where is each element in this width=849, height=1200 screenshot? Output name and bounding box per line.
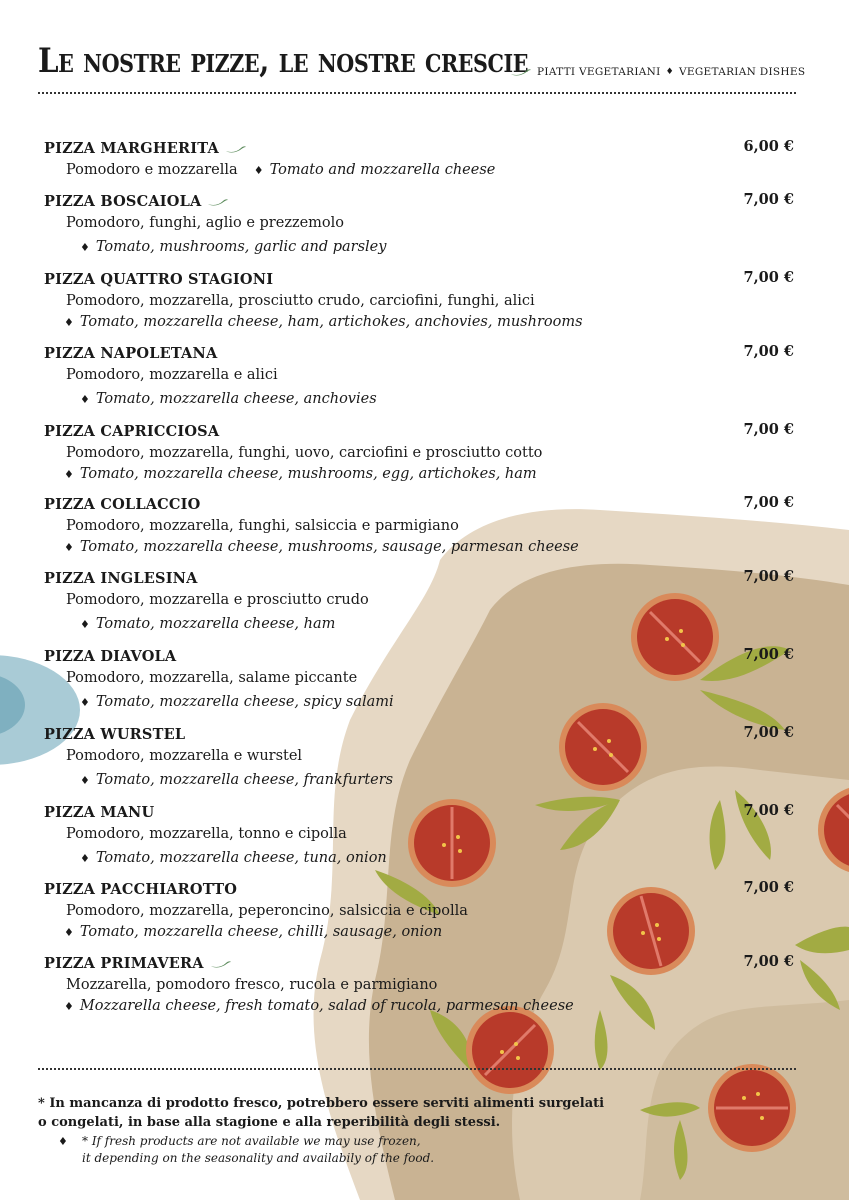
diamond-icon: ♦ <box>58 1135 68 1148</box>
pizza-name <box>44 345 217 362</box>
legend-separator: ♦ <box>665 67 674 77</box>
pizza-description-en <box>80 690 794 715</box>
pizza-price: 7,00 € <box>743 269 794 286</box>
description-it: Pomodoro, mozzarella, funghi, uovo, carciofini e prosciutto cotto <box>66 445 543 461</box>
pizza-price: 6,00 € <box>743 138 794 155</box>
pizza-price: 7,00 € <box>743 494 794 511</box>
menu-item <box>44 879 794 942</box>
pizza-name-text: PIZZA MARGHERITA <box>44 140 219 157</box>
menu-item <box>44 802 794 871</box>
description-it: Pomodoro, funghi, aglio e prezzemolo <box>66 215 345 231</box>
leaf-icon <box>210 959 232 969</box>
legend-en: VEGETARIAN DISHES <box>678 66 806 78</box>
description-it: Pomodoro, mozzarella e wurstel <box>66 748 303 764</box>
description-it: Pomodoro, mozzarella e prosciutto crudo <box>66 592 369 608</box>
description-it: Pomodoro, mozzarella, peperoncino, salsiccia e cipolla <box>66 903 468 919</box>
diamond-icon: ♦ <box>80 774 90 787</box>
description-it: Pomodoro, mozzarella, prosciutto crudo, carciofini, funghi, alici <box>66 293 535 309</box>
pizza-price: 7,00 € <box>743 646 794 663</box>
leaf-icon <box>510 67 532 77</box>
description-en: Tomato, mozzarella cheese, frankfurters <box>95 772 394 788</box>
pizza-name <box>44 804 154 821</box>
pizza-name <box>44 193 229 210</box>
pizza-price: 7,00 € <box>743 879 794 896</box>
pizza-name-text: PIZZA QUATTRO STAGIONI <box>44 271 274 288</box>
description-en: Tomato, mozzarella cheese, mushrooms, egg, artichokes, ham <box>79 466 537 482</box>
diamond-icon: ♦ <box>80 618 90 631</box>
pizza-name <box>44 955 232 972</box>
pizza-price: 7,00 € <box>743 568 794 585</box>
footnote-en-line-2: it depending on the seasonality and availabily of the food. <box>82 1151 435 1165</box>
diamond-icon: ♦ <box>80 852 90 865</box>
leaf-icon <box>207 197 229 207</box>
footnote-it-line-1: * In mancanza di prodotto fresco, potrebbero essere serviti alimenti surgelati <box>38 1096 605 1111</box>
leaf-icon <box>225 144 247 154</box>
diamond-icon: ♦ <box>64 316 74 329</box>
menu-item <box>44 953 794 1016</box>
footnote-en-line-1: * If fresh products are not available we may use frozen, <box>82 1134 421 1148</box>
menu-item <box>44 343 794 412</box>
diamond-icon: ♦ <box>80 393 90 406</box>
description-en: Tomato, mozzarella cheese, tuna, onion <box>95 850 387 866</box>
pizza-description-en <box>64 997 794 1016</box>
pizza-description-en <box>80 387 794 412</box>
description-en: Tomato, mozzarella cheese, spicy salami <box>95 694 394 710</box>
description-it: Mozzarella, pomodoro fresco, rucola e parmigiano <box>66 977 438 993</box>
dotted-divider-top <box>38 92 796 94</box>
description-en: Tomato, mozzarella cheese, mushrooms, sausage, parmesan cheese <box>79 539 579 555</box>
pizza-description-en <box>80 846 794 871</box>
description-en: Tomato and mozzarella cheese <box>269 162 496 178</box>
menu-item <box>44 138 794 183</box>
menu-item <box>44 191 794 260</box>
pizza-description-en <box>64 313 794 332</box>
pizza-name-text: PIZZA DIAVOLA <box>44 648 177 665</box>
pizza-name <box>44 881 237 898</box>
diamond-icon: ♦ <box>80 241 90 254</box>
dotted-divider-bottom <box>38 1068 796 1070</box>
pizza-price: 7,00 € <box>743 724 794 741</box>
footnote-it-line-2: o congelati, in base alla stagione e alla reperibilità degli stessi. <box>38 1115 501 1130</box>
pizza-name <box>44 648 176 665</box>
description-en: Tomato, mozzarella cheese, anchovies <box>95 391 377 407</box>
pizza-name-text: PIZZA CAPRICCIOSA <box>44 423 220 440</box>
pizza-price: 7,00 € <box>743 421 794 438</box>
pizza-description-en <box>64 538 794 557</box>
menu-item <box>44 724 794 793</box>
menu-item <box>44 421 794 484</box>
pizza-name-text: PIZZA MANU <box>44 804 155 821</box>
pizza-name <box>44 570 198 587</box>
pizza-name <box>44 271 273 288</box>
pizza-description-en <box>80 612 794 637</box>
pizza-name-text: PIZZA INGLESINA <box>44 570 198 587</box>
pizza-name-text: PIZZA COLLACCIO <box>44 496 201 513</box>
diamond-icon: ♦ <box>64 926 74 939</box>
menu-item <box>44 494 794 557</box>
vegetarian-legend <box>510 66 805 78</box>
pizza-price: 7,00 € <box>743 953 794 970</box>
description-it: Pomodoro, mozzarella, tonno e cipolla <box>66 826 347 842</box>
description-en: Tomato, mushrooms, garlic and parsley <box>95 239 387 255</box>
pizza-name-text: PIZZA WURSTEL <box>44 726 186 743</box>
description-it: Pomodoro, mozzarella, funghi, salsiccia e parmigiano <box>66 518 459 534</box>
legend-it: PIATTI VEGETARIANI <box>537 66 661 78</box>
diamond-icon: ♦ <box>80 696 90 709</box>
menu-item <box>44 646 794 715</box>
description-it: Pomodoro e mozzarella <box>66 162 238 178</box>
pizza-price: 7,00 € <box>743 802 794 819</box>
footnote-en <box>58 1133 434 1167</box>
pizza-price: 7,00 € <box>743 191 794 208</box>
diamond-icon: ♦ <box>64 541 74 554</box>
diamond-icon: ♦ <box>64 1000 74 1013</box>
description-en: Mozzarella cheese, fresh tomato, salad of rucola, parmesan cheese <box>79 998 574 1014</box>
pizza-name <box>44 423 219 440</box>
pizza-name-text: PIZZA PRIMAVERA <box>44 955 204 972</box>
diamond-icon: ♦ <box>253 164 264 177</box>
diamond-icon: ♦ <box>64 468 74 481</box>
menu-item <box>44 568 794 637</box>
page-title: Le nostre pizze, le nostre crescie <box>38 41 529 81</box>
footnote-it <box>38 1094 604 1132</box>
pizza-name-text: PIZZA BOSCAIOLA <box>44 193 202 210</box>
menu-item <box>44 269 794 332</box>
description-en: Tomato, mozzarella cheese, chilli, sausage, onion <box>79 924 443 940</box>
description-it: Pomodoro, mozzarella e alici <box>66 367 278 383</box>
pizza-name <box>44 140 247 157</box>
pizza-description-en <box>64 923 794 942</box>
description-en: Tomato, mozzarella cheese, ham, artichokes, anchovies, mushrooms <box>79 314 583 330</box>
pizza-description-en <box>80 235 794 260</box>
pizza-name <box>44 496 200 513</box>
description-it: Pomodoro, mozzarella, salame piccante <box>66 670 358 686</box>
pizza-name <box>44 726 185 743</box>
pizza-price: 7,00 € <box>743 343 794 360</box>
pizza-description-en <box>80 768 794 793</box>
pizza-name-text: PIZZA PACCHIAROTTO <box>44 881 238 898</box>
pizza-name-text: PIZZA NAPOLETANA <box>44 345 218 362</box>
pizza-description <box>66 158 794 183</box>
pizza-description-en <box>64 465 794 484</box>
description-en: Tomato, mozzarella cheese, ham <box>95 616 336 632</box>
